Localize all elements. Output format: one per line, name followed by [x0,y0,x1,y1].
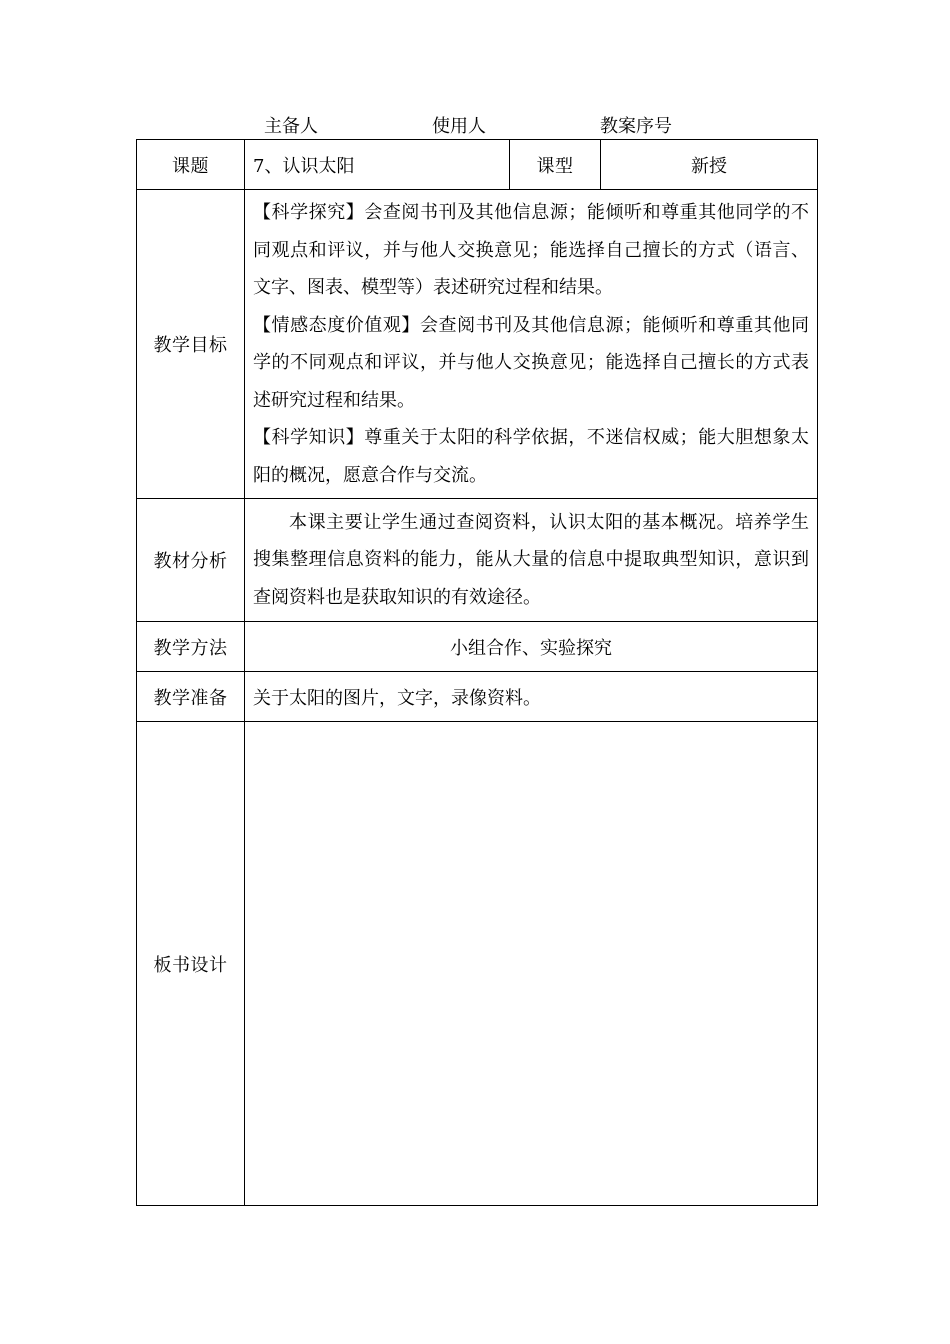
preparation-value: 关于太阳的图片，文字，录像资料。 [245,672,818,722]
preparer-label: 主备人 [264,116,318,137]
method-row [137,622,818,672]
goals-content [245,190,818,499]
method-value: 小组合作、实验探究 [245,622,818,672]
topic-value: 7、认识太阳 [245,140,510,190]
board-design-row [137,722,818,1206]
preparation-row [137,672,818,722]
plan-number-blank [672,118,746,140]
preparer-blank [318,118,410,140]
goals-label: 教学目标 [137,190,245,499]
analysis-label: 教材分析 [137,499,245,622]
type-value: 新授 [601,140,818,190]
board-design-area[interactable] [245,722,818,1206]
topic-label: 课题 [137,140,245,190]
user-label: 使用人 [432,116,486,137]
goal-attitude-values: 【情感态度价值观】会查阅书刊及其他信息源；能倾听和尊重其他同学的不同观点和评议，并与他人交换意见；能选择自己擅长的方式表述研究过程和结果。 [253,314,809,411]
goal-science-inquiry: 【科学探究】会查阅书刊及其他信息源；能倾听和尊重其他同学的不同观点和评议，并与他人交换意见；能选择自己擅长的方式（语言、文字、图表、模型等）表述研究过程和结果。 [253,202,809,298]
type-label: 课型 [510,140,601,190]
analysis-text: 本课主要让学生通过查阅资料，认识太阳的基本概况。培养学生搜集整理信息资料的能力，能从大量的信息中提取典型知识，意识到查阅资料也是获取知识的有效途径。 [253,511,809,608]
document-header [264,114,746,140]
plan-number-label: 教案序号 [600,116,672,137]
goal-science-knowledge: 【科学知识】尊重关于太阳的科学依据，不迷信权威；能大胆想象太阳的概况，愿意合作与交流。 [253,427,809,486]
user-blank [486,118,600,140]
topic-row [137,140,818,190]
analysis-row [137,499,818,622]
analysis-content [245,499,818,622]
board-design-label: 板书设计 [137,722,245,1206]
method-label: 教学方法 [137,622,245,672]
goals-row [137,190,818,499]
preparation-label: 教学准备 [137,672,245,722]
lesson-plan-table [136,139,818,1206]
